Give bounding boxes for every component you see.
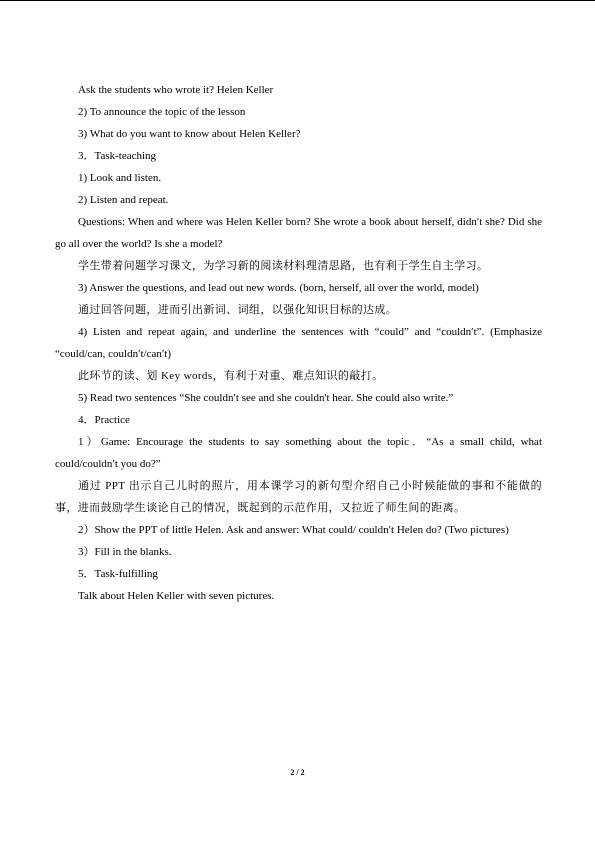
section-heading-practice: 4．Practice: [78, 414, 130, 426]
paragraph-cn-note-4: 通过 PPT 出示自己儿时的照片，用本课学习的新句型介绍自己小时候能做的事和不能做的事，进而鼓励学生谈论自己的情况，既起到的示范作用，又拉近了师生间的距离。: [55, 480, 542, 514]
paragraph-ask-who-wrote: Ask the students who wrote it? Helen Keller: [78, 84, 274, 96]
page-number: 2 / 2: [290, 768, 305, 777]
paragraph-cn-note-2: 通过回答问题，进而引出新词、词组，以强化知识目标的达成。: [78, 304, 398, 316]
document-body: [55, 79, 545, 607]
paragraph-announce-topic: 2) To announce the topic of the lesson: [78, 106, 246, 118]
paragraph-answer-questions: 3) Answer the questions, and lead out new words. (born, herself, all over the world, model): [78, 282, 479, 294]
paragraph-game: 1）Game: Encourage the students to say something about the topic．“As a small child, what could/couldn′t you do?”: [55, 436, 545, 470]
paragraph-talk-about: Talk about Helen Keller with seven pictures.: [78, 590, 275, 602]
header-rule: [0, 0, 595, 1]
paragraph-cn-note-1: 学生带着问题学习课文，为学习新的阅读材料理清思路，也有利于学生自主学习。: [78, 260, 489, 272]
section-heading-task-teaching: 3．Task-teaching: [78, 150, 157, 162]
paragraph-listen-underline: 4) Listen and repeat again, and underline the sentences with “could” and “couldn′t”. (Emphasize “could/can, couldn′t/can′t): [55, 326, 545, 360]
paragraph-show-ppt: 2）Show the PPT of little Helen. Ask and answer: What could/ couldn′t Helen do? (Two pictures): [78, 524, 509, 536]
paragraph-listen-repeat: 2) Listen and repeat.: [78, 194, 169, 206]
section-heading-task-fulfilling: 5．Task-fulfilling: [78, 568, 158, 580]
paragraph-look-listen: 1) Look and listen.: [78, 172, 162, 184]
paragraph-read-sentences: 5) Read two sentences “She couldn′t see and she couldn't hear. She could also write.”: [78, 392, 454, 404]
paragraph-cn-note-3: 此环节的读、划 Key words，有利于对重、难点知识的敲打。: [78, 370, 384, 382]
paragraph-questions: Questions: When and where was Helen Keller born? She wrote a book about herself, didn′t she? Did she go all over the world? Is she a model?: [55, 216, 545, 250]
paragraph-fill-blanks: 3）Fill in the blanks.: [78, 546, 172, 558]
paragraph-what-to-know: 3) What do you want to know about Helen Keller?: [78, 128, 301, 140]
